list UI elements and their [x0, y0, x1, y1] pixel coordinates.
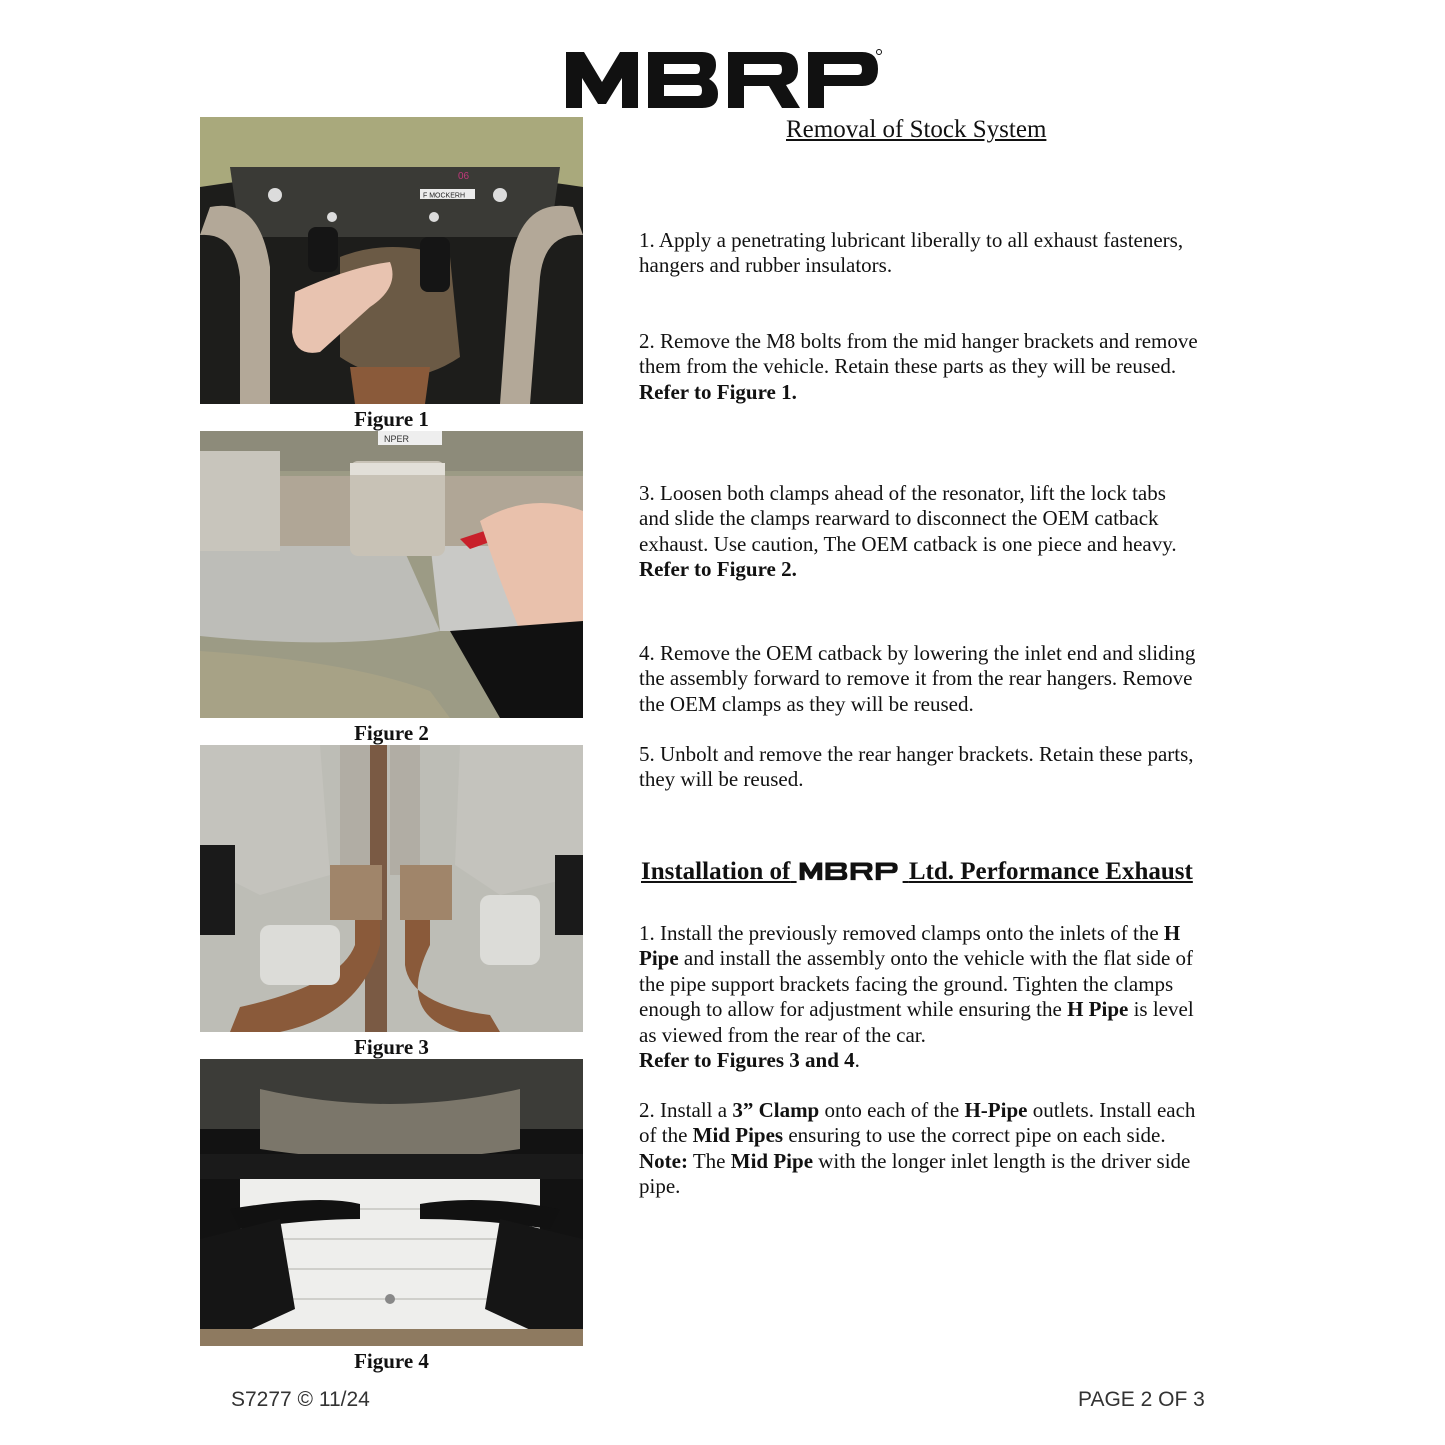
install-step-2-note-bold: Mid Pipe — [730, 1148, 814, 1173]
figure-3-photo — [200, 745, 583, 1032]
figure-1-photo — [200, 117, 583, 404]
mbrp-logo — [564, 48, 882, 110]
install-step-2-text-c: outlets. Install each of the — [639, 1098, 1196, 1148]
footer-doc-code: S7277 © 11/24 — [231, 1388, 370, 1411]
figure-1-marker-label: 06 — [458, 171, 470, 182]
install-step-2-bold-b: H-Pipe — [964, 1098, 1028, 1122]
install-step-1-text-b: and install the assembly onto the vehicle with the flat side of the pipe support brackets facing the ground. Tighten the clamps enough to allow for adjustment while ensuring the — [639, 946, 1194, 1022]
install-step-1-bold-a: H Pipe — [639, 921, 1181, 971]
removal-step-3 — [639, 481, 1199, 583]
install-step-2-note-label: Note: — [639, 1148, 688, 1173]
removal-step-2 — [639, 329, 1199, 405]
removal-step-4-text: 4. Remove the OEM catback by lowering the inlet end and sliding the assembly forward to remove it from the rear hangers. Remove the OEM clamps as they will be reused. — [639, 641, 1196, 716]
figure-1-tag-label: F MOCKERH — [423, 192, 465, 200]
install-step-1-bold-b: H Pipe — [1067, 997, 1129, 1022]
install-step-2-note-text-b: with the longer inlet length is the driver side pipe. — [639, 1148, 1191, 1199]
install-step-1-ref-end: . — [854, 1048, 860, 1073]
removal-step-5-text: 5. Unbolt and remove the rear hanger brackets. Retain these parts, they will be reused. — [639, 742, 1194, 792]
figure-2-caption: Figure 2 — [354, 721, 429, 745]
removal-step-2-ref: Refer to Figure 1. — [639, 379, 797, 404]
install-step-2-note-text-a: The — [687, 1148, 731, 1173]
removal-step-5 — [639, 742, 1199, 793]
removal-step-3-ref: Refer to Figure 2. — [639, 557, 797, 582]
footer-page-number: PAGE 2 OF 3 — [1078, 1388, 1205, 1411]
install-step-2-text-d: ensuring to use the correct pipe on each side. — [783, 1123, 1166, 1148]
figure-4-photo — [200, 1059, 583, 1346]
installation-title-suffix: Ltd. Performance Exhaust — [908, 858, 1193, 885]
install-step-2-text-a: 2. Install a — [639, 1098, 733, 1122]
mbrp-inline-logo — [799, 860, 899, 882]
install-step-2-bold-c: Mid Pipes — [692, 1123, 784, 1148]
removal-step-3-text: 3. Loosen both clamps ahead of the resonator, lift the lock tabs and slide the clamps rearward to disconnect the OEM catback exhaust. Use caution, The OEM catback is one piece and heavy. — [639, 481, 1177, 556]
installation-section-title — [641, 858, 1193, 886]
install-step-2-text-b: onto each of the — [819, 1098, 965, 1122]
install-step-1 — [639, 921, 1199, 1073]
figure-2-photo — [200, 431, 583, 718]
install-step-1-text-c: is level as viewed from the rear of the car. — [639, 997, 1194, 1047]
removal-section-title: Removal of Stock System — [786, 116, 1047, 143]
installation-title-prefix: Installation of — [641, 858, 791, 885]
figure-3-caption: Figure 3 — [354, 1035, 429, 1059]
figure-1-caption: Figure 1 — [354, 407, 429, 431]
install-step-2-bold-a: 3” Clamp — [732, 1098, 820, 1122]
figure-4-caption: Figure 4 — [354, 1349, 429, 1373]
removal-step-1 — [639, 228, 1199, 279]
install-step-2 — [639, 1098, 1199, 1200]
install-step-1-ref: Refer to Figures 3 and 4 — [639, 1048, 855, 1073]
removal-step-1-text: 1. Apply a penetrating lubricant liberally to all exhaust fasteners, hangers and rubber insulators. — [639, 228, 1184, 278]
figure-2-tag-label: NPER — [384, 434, 410, 444]
removal-step-4 — [639, 641, 1199, 717]
install-step-1-text-a: 1. Install the previously removed clamps onto the inlets of the — [639, 921, 1159, 945]
removal-step-2-text: 2. Remove the M8 bolts from the mid hanger brackets and remove them from the vehicle. Retain these parts as they will be reused. — [639, 329, 1198, 379]
